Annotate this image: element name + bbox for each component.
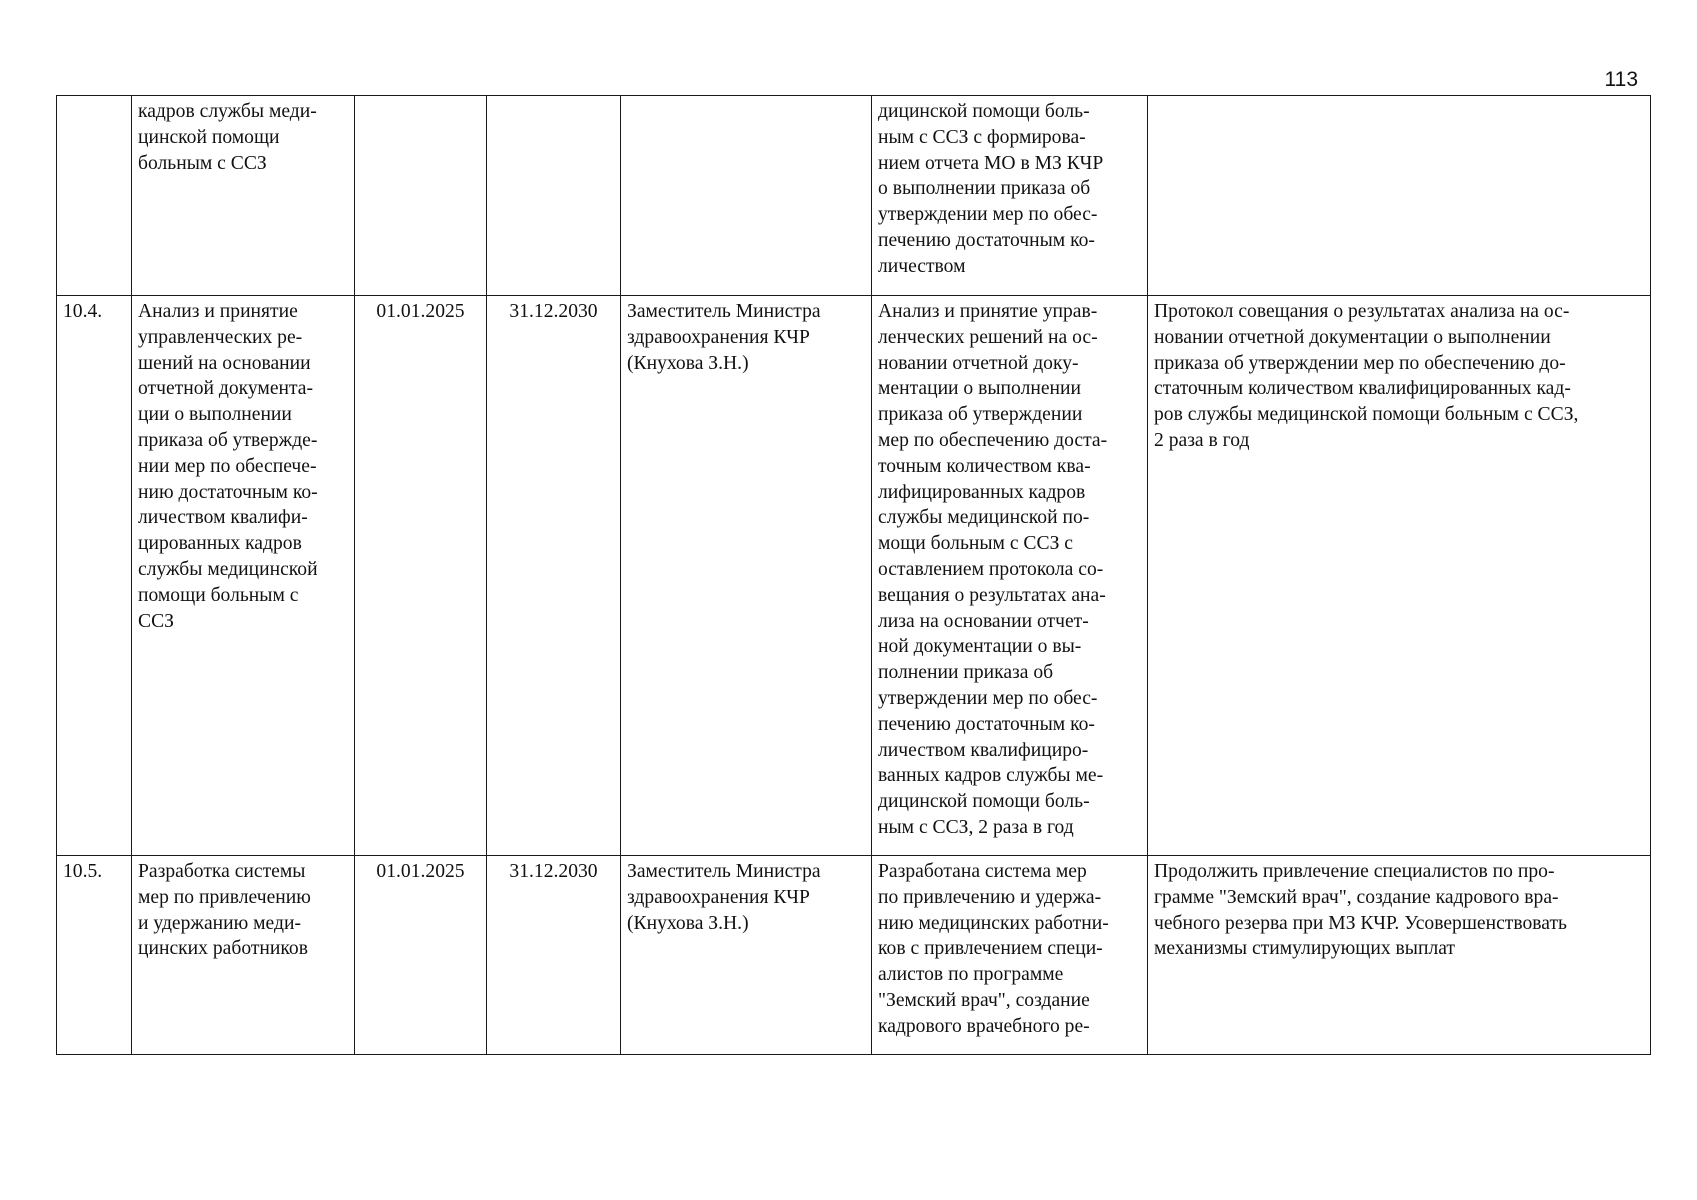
cell-note [1148, 96, 1651, 296]
text-line: утверждении мер по обес- [878, 204, 1098, 226]
text-line: службы медицинской [138, 558, 318, 580]
table-row-continuation [57, 96, 1651, 296]
cell-name [132, 856, 355, 1055]
text-line: шений на основании [138, 352, 311, 374]
text-line: ментации о выполнении [878, 378, 1081, 400]
cell-end-date: 31.12.2030 [487, 296, 621, 856]
text-line: мер по привлечению [138, 886, 311, 908]
text-line: дицинской помощи боль- [878, 791, 1090, 813]
text-line: личеством [878, 255, 966, 277]
text-line: нию достаточным ко- [138, 481, 318, 503]
text-line: личеством квалифи- [138, 507, 308, 529]
text-line: механизмы стимулирующих выплат [1154, 938, 1455, 960]
text-line: нию медицинских работни- [878, 912, 1109, 934]
measures-table [56, 95, 1651, 1055]
text-line: Разработана система мер [878, 861, 1087, 882]
text-line: нием отчета МО в МЗ КЧР [878, 152, 1104, 174]
cell-start-date: 01.01.2025 [355, 296, 487, 856]
text-line: полнении приказа об [878, 662, 1054, 684]
table-body [57, 96, 1651, 1055]
cell-start-date [355, 96, 487, 296]
text-line: управленческих ре- [138, 326, 303, 348]
text-line: ванных кадров службы ме- [878, 765, 1104, 787]
text-line: новании отчетной документации о выполнении [1154, 326, 1551, 348]
text-line: (Кнухова З.Н.) [627, 912, 749, 934]
text-line: (Кнухова З.Н.) [627, 352, 749, 374]
text-line: отчетной документа- [138, 378, 314, 400]
text-line: приказа об утверждении мер по обеспечению до- [1154, 352, 1566, 374]
text-line: чебного резерва при МЗ КЧР. Усовершенствовать [1154, 912, 1567, 934]
text-line: ков с привлечением специ- [878, 938, 1103, 960]
text-line: ров службы медицинской помощи больным с ССЗ, [1154, 404, 1579, 426]
cell-responsible [621, 856, 872, 1055]
text-line: и удержанию меди- [138, 912, 301, 934]
cell-name [132, 96, 355, 296]
text-line: Анализ и принятие [138, 301, 298, 322]
text-line: ной документации о вы- [878, 636, 1082, 658]
text-line: ССЗ [138, 610, 174, 632]
text-line: Разработка системы [138, 861, 306, 882]
text-line: кадрового врачебного ре- [878, 1015, 1090, 1037]
cell-number: 10.5. [57, 856, 132, 1055]
page-number: 113 [1604, 68, 1638, 91]
text-line: мощи больным с ССЗ с [878, 533, 1073, 555]
cell-note [1148, 296, 1651, 856]
text-line: кадров службы меди- [138, 101, 317, 122]
text-line: оставлением протокола со- [878, 558, 1104, 580]
text-line: точным количеством ква- [878, 455, 1091, 477]
text-line: мер по обеспечению доста- [878, 429, 1108, 451]
text-line: Заместитель Министра [627, 861, 821, 882]
cell-number: 10.4. [57, 296, 132, 856]
text-line: по привлечению и удержа- [878, 886, 1102, 908]
cell-start-date: 01.01.2025 [355, 856, 487, 1055]
text-line: цинской помощи [138, 126, 280, 148]
text-line: о выполнении приказа об [878, 178, 1091, 200]
text-line: Протокол совещания о результатах анализа на ос- [1154, 301, 1570, 322]
cell-result [872, 96, 1148, 296]
text-line: вещания о результатах ана- [878, 584, 1106, 606]
cell-result [872, 296, 1148, 856]
cell-end-date: 31.12.2030 [487, 856, 621, 1055]
text-line: новании отчетной доку- [878, 352, 1079, 374]
text-line: печению достаточным ко- [878, 229, 1095, 251]
text-line: цированных кадров [138, 533, 302, 555]
text-line: цинских работников [138, 938, 308, 960]
cell-responsible [621, 96, 872, 296]
table-row-10-5 [57, 856, 1651, 1055]
text-line: приказа об утверждении [878, 404, 1083, 426]
cell-result [872, 856, 1148, 1055]
text-line: здравоохранения КЧР [627, 326, 810, 348]
cell-end-date [487, 96, 621, 296]
text-line: ным с ССЗ, 2 раза в год [878, 816, 1074, 838]
text-line: здравоохранения КЧР [627, 886, 810, 908]
text-line: статочным количеством квалифицированных кад- [1154, 378, 1571, 400]
text-line: больным с ССЗ [138, 152, 267, 174]
text-line: утверждении мер по обес- [878, 687, 1098, 709]
text-line: Заместитель Министра [627, 301, 821, 322]
text-line: 2 раза в год [1154, 429, 1250, 451]
cell-number [57, 96, 132, 296]
text-line: ным с ССЗ с формирова- [878, 126, 1086, 148]
text-line: алистов по программе [878, 964, 1064, 986]
text-line: лифицированных кадров [878, 481, 1086, 503]
cell-note [1148, 856, 1651, 1055]
text-line: помощи больным с [138, 584, 299, 606]
text-line: лиза на основании отчет- [878, 610, 1089, 632]
text-line: ции о выполнении [138, 404, 292, 426]
text-line: ленческих решений на ос- [878, 326, 1098, 348]
text-line: "Земский врач", создание [878, 989, 1090, 1011]
text-line: Анализ и принятие управ- [878, 301, 1098, 322]
text-line: службы медицинской по- [878, 507, 1090, 529]
text-line: нии мер по обеспече- [138, 455, 317, 477]
cell-responsible [621, 296, 872, 856]
cell-name [132, 296, 355, 856]
text-line: печению достаточным ко- [878, 713, 1095, 735]
table-row-10-4 [57, 296, 1651, 856]
text-line: личеством квалифициро- [878, 739, 1089, 761]
text-line: приказа об утвержде- [138, 429, 318, 451]
text-line: грамме "Земский врач", создание кадрового вра- [1154, 886, 1559, 908]
text-line: дицинской помощи боль- [878, 101, 1090, 122]
text-line: Продолжить привлечение специалистов по про- [1154, 861, 1555, 882]
